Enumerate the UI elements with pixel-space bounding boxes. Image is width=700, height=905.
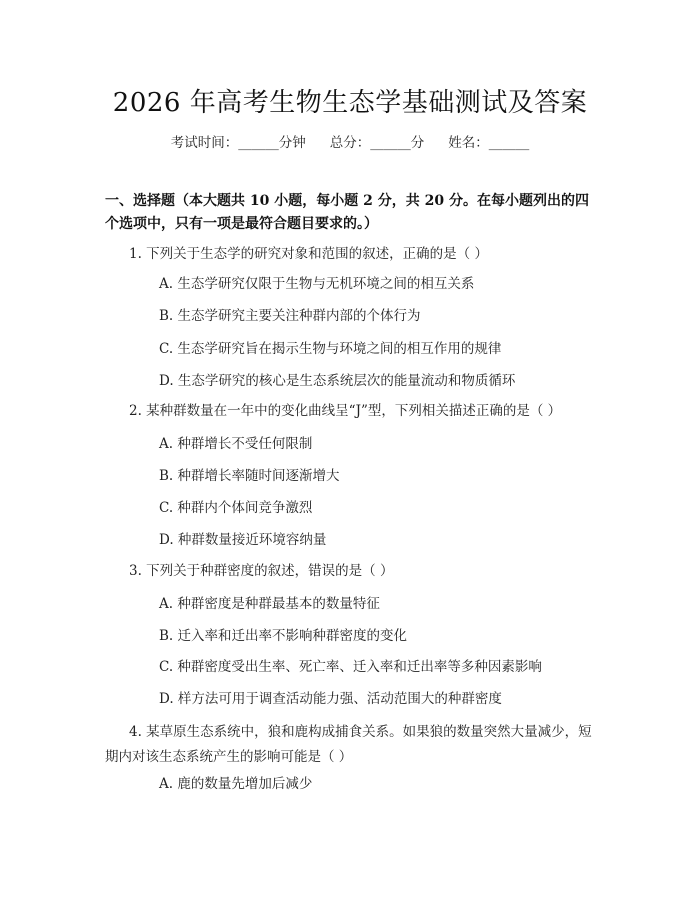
- total-score-field: 总分：______分: [329, 135, 425, 151]
- option-d: D. 生态学研究的核心是生态系统层次的能量流动和物质循环: [159, 373, 516, 389]
- option-d: D. 种群数量接近环境容纳量: [159, 532, 327, 548]
- option-b: B. 种群增长率随时间逐渐增大: [159, 468, 340, 484]
- question-stem: 3. 下列关于种群密度的叙述，错误的是（ ）: [129, 563, 394, 579]
- question-stem: 1. 下列关于生态学的研究对象和范围的叙述，正确的是（ ）: [129, 246, 488, 262]
- option-c: C. 种群密度受出生率、死亡率、迁入率和迁出率等多种因素影响: [159, 659, 542, 675]
- option-d: D. 样方法可用于调查活动能力强、活动范围大的种群密度: [159, 691, 502, 707]
- option-c: C. 生态学研究旨在揭示生物与环境之间的相互作用的规律: [159, 341, 502, 357]
- exam-meta: [0, 131, 700, 151]
- option-a: A. 种群密度是种群最基本的数量特征: [159, 596, 380, 612]
- exam-time-field: 考试时间：______分钟: [170, 135, 306, 151]
- option-a: A. 种群增长不受任何限制: [159, 436, 313, 452]
- question-stem: 2. 某种群数量在一年中的变化曲线呈“J”型，下列相关描述正确的是（ ）: [129, 403, 562, 419]
- page-title: 2026 年高考生物生态学基础测试及答案: [112, 88, 588, 118]
- option-a: A. 生态学研究仅限于生物与无机环境之间的相互关系: [159, 276, 475, 292]
- student-name-field: 姓名：______: [448, 135, 530, 151]
- option-c: C. 种群内个体间竞争激烈: [159, 500, 313, 516]
- option-b: B. 迁入率和迁出率不影响种群密度的变化: [159, 628, 408, 644]
- option-b: B. 生态学研究主要关注种群内部的个体行为: [159, 308, 421, 324]
- question-stem: 4. 某草原生态系统中，狼和鹿构成捕食关系。如果狼的数量突然大量减少，短期内对该生态系统产生的影响可能是（ ）: [105, 724, 592, 765]
- section-heading: 一、选择题（本大题共 10 小题，每小题 2 分，共 20 分。在每小题列出的四个选项中，只有一项是最符合题目要求的。）: [105, 193, 589, 232]
- option-a: A. 鹿的数量先增加后减少: [159, 776, 313, 792]
